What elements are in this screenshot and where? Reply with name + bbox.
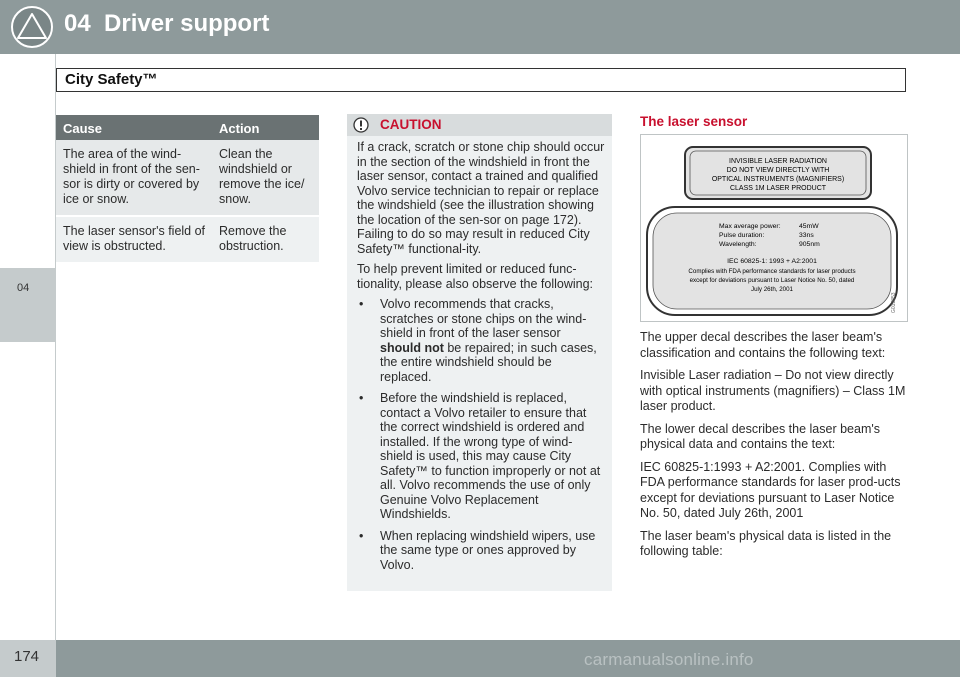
list-item [357,391,605,522]
list-item [357,297,605,384]
exclamation-icon [353,117,369,133]
laser-decal-illustration [640,134,908,322]
lower-decal-compliance: except for deviations pursuant to Laser Notice No. 50, dated [689,277,855,284]
bullet: • [359,391,364,405]
bullet-text: be repaired; in such cases, the entire windshield should be replaced. [380,340,597,384]
cell-cause: The laser sensor's field of view is obstructed. [63,224,206,253]
watermark: carmanualsonline.info [584,650,754,669]
warning-triangle-icon [10,5,54,49]
lower-decal-label: Wavelength: [719,241,757,248]
cell-action: Clean the windshield or remove the ice/ snow. [219,147,305,206]
table-row [56,217,319,264]
lower-decal-value: 45mW [799,223,819,230]
caution-box [347,114,612,591]
bullet-text: Volvo recommends that cracks, scratches or stone chips on the wind-shield in front of the laser sensor [380,297,587,340]
page-footer [0,640,960,677]
laser-sensor-text [640,330,908,567]
table-header-row [56,115,319,140]
chapter-number: 04 [64,10,91,37]
side-tab-label: 04 [17,282,30,294]
lower-decal-date: July 26th, 2001 [751,286,793,293]
upper-decal-line: DO NOT VIEW DIRECTLY WITH [726,167,830,174]
upper-decal-line: OPTICAL INSTRUMENTS (MAGNIFIERS) [711,176,845,183]
chapter-side-tab[interactable] [0,268,56,342]
caution-paragraph: To help prevent limited or reduced func-tionality, please also observe the following: [357,262,594,291]
chapter-name: Driver support [104,10,270,37]
header-action: Action [219,121,260,136]
cell-action: Remove the obstruction. [219,224,287,253]
caution-header [347,114,612,136]
paragraph: The laser beam's physical data is listed in the following table: [640,528,892,558]
caution-paragraph: If a crack, scratch or stone chip should occur in the section of the windshield in front the laser sensor, contact a trained and qualified Volvo service technician to repair or replace the windshield (see the illustration showing the location of the sen-sor on page 172). Failing to do so may result in reduced City Safety™ functional-ity. [357,140,605,256]
lower-decal-label: Pulse duration: [719,232,765,239]
caution-title: CAUTION [380,117,442,132]
bullet-emphasis: should not [380,340,444,355]
lower-decal-value: 905nm [799,241,820,248]
paragraph: The upper decal describes the laser beam's classification and contains the following text: [640,330,886,360]
chapter-title [64,10,269,38]
upper-decal-line: INVISIBLE LASER RADIATION [729,158,827,165]
paragraph: Invisible Laser radiation – Do not view directly with optical instruments (magnifiers) – Class 1M laser product. [640,368,906,413]
bullet: • [359,528,364,543]
caution-list [357,297,605,572]
paragraph: IEC 60825-1:1993 + A2:2001. Complies with FDA performance standards for laser prod-ucts except for deviations pursuant to Laser Notice No. 50, dated July 26th, 2001 [640,459,901,520]
lower-decal-label: Max average power: [719,223,781,230]
lower-decal-standard: IEC 60825-1: 1993 + A2:2001 [727,258,817,265]
table-row [56,140,319,217]
caution-body [357,140,605,579]
figure-code: G033853 [891,292,897,313]
laser-sensor-heading: The laser sensor [640,114,748,129]
list-item [357,529,605,573]
lower-decal-compliance: Complies with FDA performance standards for laser products [688,268,856,275]
chapter-header [0,0,960,54]
upper-decal-line: CLASS 1M LASER PRODUCT [729,185,827,192]
bullet-text: When replacing windshield wipers, use the same type or ones approved by Volvo. [380,528,596,572]
bullet: • [359,297,364,311]
section-bar [56,68,906,92]
page-number: 174 [14,648,40,665]
section-title: City Safety™ [65,71,158,88]
header-cause: Cause [63,121,103,136]
paragraph: The lower decal describes the laser beam's physical data and contains the text: [640,421,881,451]
cell-cause: The area of the wind-shield in front of the sen-sor is dirty or covered by ice or snow. [63,147,200,206]
lower-decal-value: 33ns [799,232,814,239]
cause-action-table [56,115,319,264]
bullet-text: Before the windshield is replaced, contact a Volvo retailer to ensure that the correct windshield is ordered and installed. If the wrong type of wind-shield is used, this may cause City Safety™ to function improperly or not at all. Volvo recommends the use of only Genuine Volvo Replacement Windshields. [380,391,601,521]
decal-svg [641,135,907,321]
